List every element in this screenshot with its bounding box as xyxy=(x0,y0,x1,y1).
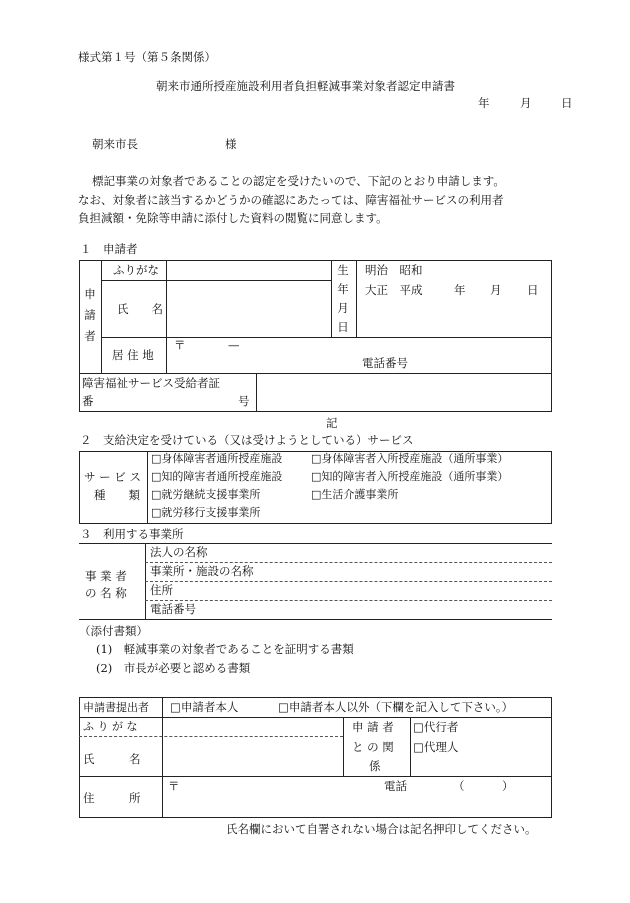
relation-label-line3: 係 xyxy=(369,759,381,773)
service-option-employment-transition[interactable]: □就労移行支援事業所 xyxy=(151,506,261,519)
service-option-continued-employment[interactable]: □就労継続支援事業所 xyxy=(151,488,261,501)
attachments-heading: （添付書類） xyxy=(79,624,148,638)
submitter-phone-paren-open: （ xyxy=(453,779,465,793)
address-label: 居 住 地 xyxy=(112,348,154,362)
service-label-line1: サ ー ビ ス xyxy=(84,470,141,484)
submitter-name-label: 氏 名 xyxy=(83,752,141,766)
footnote: 氏名欄において自署されない場合は記名押印してください。 xyxy=(226,822,537,836)
era-row-1: 明治 昭和 xyxy=(365,263,423,277)
furigana-field[interactable] xyxy=(167,261,330,279)
certificate-label-line2-right: 号 xyxy=(238,394,250,408)
name-label: 氏 名 xyxy=(117,302,163,316)
service-label-line2: 種 類 xyxy=(94,488,140,502)
service-option-physical-residential[interactable]: □身体障害者入所授産施設（通所事業） xyxy=(311,452,509,465)
service-option-life-care[interactable]: □生活介護事業所 xyxy=(311,488,399,501)
attachment-item-1: (1) 軽減事業の対象者であることを証明する書類 xyxy=(96,642,354,656)
date-year: 年 xyxy=(478,96,490,110)
facility-phone-row[interactable]: 電話番号 xyxy=(150,602,196,616)
certificate-label-line2-left: 番 xyxy=(82,394,94,408)
submitter-option-self[interactable]: □申請者本人 xyxy=(170,700,239,714)
postal-dash: — xyxy=(228,338,240,352)
form-number: 様式第１号（第５条関係） xyxy=(78,50,216,64)
birthdate-field[interactable] xyxy=(357,300,551,336)
submitter-furigana-label: ふ り が な xyxy=(83,720,138,733)
certificate-label-line1: 障害福祉サービス受給者証 xyxy=(82,376,220,390)
intro-line-3: 負担減額・免除等申請に添付した資料の閲覧に同意します。 xyxy=(78,211,388,225)
page-title: 朝来市通所授産施設利用者負担軽減事業対象者認定申請書 xyxy=(156,79,455,93)
addressee-mayor: 朝来市長 xyxy=(92,137,138,151)
section1-heading: １ 申請者 xyxy=(80,242,138,256)
applicant-vertical-label: 申 請 者 xyxy=(84,287,96,343)
service-option-physical-day[interactable]: □身体障害者通所授産施設 xyxy=(151,452,283,465)
relation-label-line1: 申 請 者 xyxy=(352,720,394,734)
date-day: 日 xyxy=(561,96,573,110)
section2-heading: ２ 支給決定を受けている（又は受けようとしている）サービス xyxy=(80,433,414,447)
relation-option-proxy[interactable]: □代理人 xyxy=(413,740,459,754)
facility-address-row[interactable]: 住所 xyxy=(150,583,173,597)
submitter-address-label: 住 所 xyxy=(83,791,141,805)
submitter-option-other[interactable]: □申請者本人以外（下欄を記入して下さい。） xyxy=(278,700,514,714)
submitter-postal-mark: 〒 xyxy=(168,779,180,793)
relation-label-line2: と の 関 xyxy=(352,740,394,754)
relation-option-agent[interactable]: □代行者 xyxy=(413,720,459,734)
birthdate-vertical-label: 生 年 月 日 xyxy=(337,263,349,334)
business-label-line1: 事 業 者 xyxy=(85,569,127,583)
birth-year: 年 xyxy=(454,283,466,297)
service-option-intellectual-residential[interactable]: □知的障害者入所授産施設（通所事業） xyxy=(311,470,509,483)
phone-label: 電話番号 xyxy=(362,356,408,370)
addressee-honorific: 様 xyxy=(225,137,237,151)
furigana-label: ふりがな xyxy=(113,263,159,277)
submitter-phone-paren-close: ） xyxy=(502,779,514,793)
intro-line-1: 標記事業の対象者であることの認定を受けたいので、下記のとおり申請します。 xyxy=(92,174,505,188)
intro-line-2: なお、対象者に該当するかどうかの確認にあたっては、障害福祉サービスの利用者 xyxy=(78,193,504,207)
postal-mark: 〒 xyxy=(174,338,186,352)
submitter-furigana-field[interactable] xyxy=(163,718,342,735)
section3-heading: ３ 利用する事業所 xyxy=(80,527,184,541)
address-field[interactable] xyxy=(167,338,551,372)
attachment-item-2: (2) 市長が必要と認める書類 xyxy=(96,661,251,675)
corporation-name-row[interactable]: 法人の名称 xyxy=(150,545,208,559)
facility-name-row[interactable]: 事業所・施設の名称 xyxy=(150,564,254,578)
birth-day: 日 xyxy=(527,283,539,297)
ki-mark: 記 xyxy=(326,416,338,430)
business-label-line2: の 名 称 xyxy=(85,586,127,600)
submitter-name-field[interactable] xyxy=(163,738,342,775)
service-option-intellectual-day[interactable]: □知的障害者通所授産施設 xyxy=(151,470,283,483)
submitter-phone-label: 電話 xyxy=(384,779,407,793)
certificate-number-field[interactable] xyxy=(257,374,551,411)
birth-month: 月 xyxy=(490,283,502,297)
submitter-address-field[interactable] xyxy=(163,778,551,817)
era-row-2: 大正 平成 xyxy=(365,283,423,297)
date-month: 月 xyxy=(520,96,532,110)
submitter-label: 申請書提出者 xyxy=(83,701,149,714)
name-field[interactable] xyxy=(167,281,330,336)
